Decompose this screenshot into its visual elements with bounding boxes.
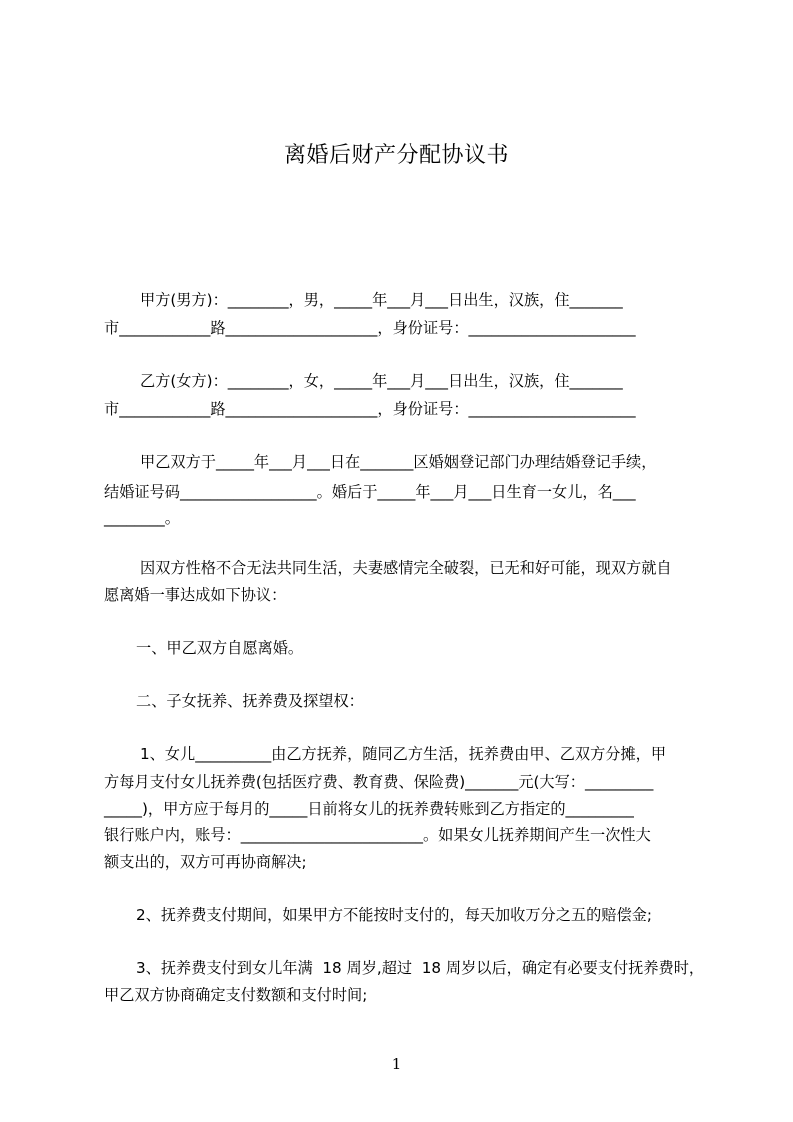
item-1-line-3: _____)，甲方应于每月的_____日前将女儿的抚养费转账到乙方指定的_________ <box>104 800 634 818</box>
item-2: 2、抚养费支付期间，如果甲方不能按时支付的，每天加收万分之五的赔偿金; <box>136 906 652 924</box>
party-b-line-1: 乙方(女方)：________，女，_____年___月___日出生，汉族，住_______ <box>140 372 623 390</box>
marriage-line-3: ________。 <box>104 509 180 527</box>
item-1-line-2: 方每月支付女儿抚养费(包括医疗费、教育费、保险费)_______元(大写：_________ <box>104 773 654 791</box>
party-a-line-1: 甲方(男方)：________，男，_____年___月___日出生，汉族，住_______ <box>140 291 623 309</box>
item-1-line-5: 额支出的，双方可再协商解决; <box>104 853 307 871</box>
party-a-line-2: 市____________路____________________，身份证号：______________________ <box>104 319 636 337</box>
marriage-line-1: 甲乙双方于_____年___月___日在_______区婚姻登记部门办理结婚登记手续， <box>140 453 657 471</box>
reason-line-1: 因双方性格不合无法共同生活，夫妻感情完全破裂，已无和好可能，现双方就自 <box>140 559 672 577</box>
clause-2: 二、子女抚养、抚养费及探望权： <box>136 692 364 710</box>
item-1-line-4: 银行账户内，账号：________________________。如果女儿抚养期间产生一次性大 <box>104 826 651 844</box>
party-b-line-2: 市____________路____________________，身份证号：______________________ <box>104 400 636 418</box>
item-3-line-1: 3、抚养费支付到女儿年满 18 周岁,超过 18 周岁以后，确定有必要支付抚养费时， <box>136 959 705 977</box>
item-3-line-2: 甲乙双方协商确定支付数额和支付时间; <box>104 986 368 1004</box>
marriage-line-2: 结婚证号码__________________。婚后于_____年___月___日生育一女儿，名___ <box>104 483 636 501</box>
reason-line-2: 愿离婚一事达成如下协议： <box>104 586 287 604</box>
clause-1: 一、甲乙双方自愿离婚。 <box>136 639 304 657</box>
item-1-line-1: 1、女儿__________由乙方抚养，随同乙方生活，抚养费由甲、乙双方分摊，甲 <box>140 745 667 763</box>
document-title: 离婚后财产分配协议书 <box>283 143 509 168</box>
page-number: 1 <box>391 1055 402 1073</box>
